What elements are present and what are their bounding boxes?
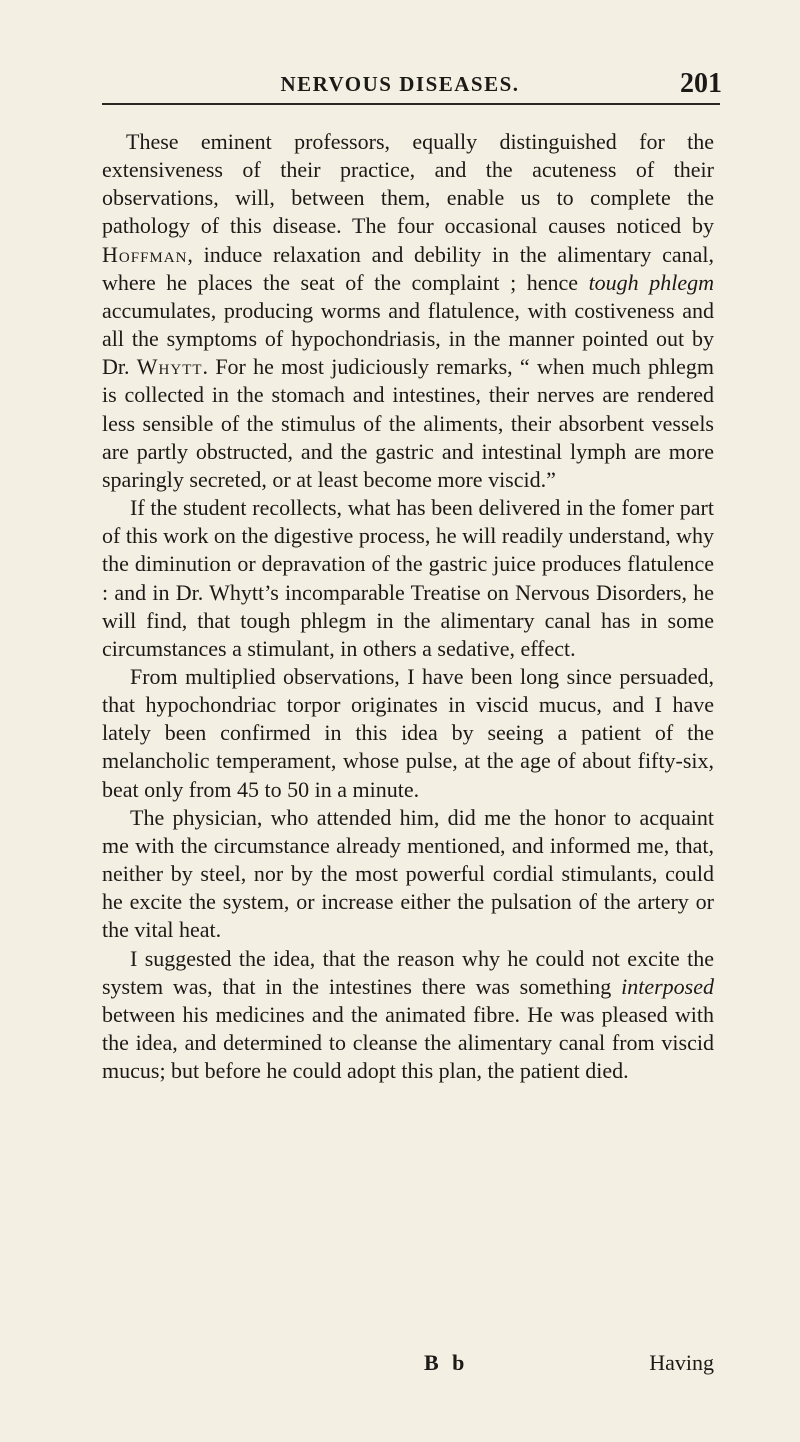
name-hoffman: Hoffman (102, 241, 188, 267)
signature-mark: B b (424, 1350, 469, 1375)
page-footer (102, 1350, 714, 1380)
italic-tough-phlegm: tough phlegm (588, 269, 714, 295)
paragraph-5 (102, 945, 714, 1086)
paragraph-1 (102, 128, 714, 494)
p1-text-b: , induce relaxation and debility in the alimentary canal, where he places the seat of the complaint ; hence (102, 241, 714, 295)
p5-text-b: between his medicines and the animated fibre. He was pleased with the idea, and determined to cleanse the alimentary canal from viscid mucus; but before he could adopt this plan, the patient died. (102, 1001, 714, 1084)
name-whytt: Whytt (136, 354, 203, 380)
p1-text-d: . For he most judiciously remarks, “ when much phlegm is collected in the stomach and intestines, their nerves are rendered less sensible of the stimulus of the aliments, their absorbent vessels are partly obstructed, and the gastric and intestinal lymph are more sparingly secreted, or at least become more viscid.” (102, 354, 715, 492)
p5-text-a: I suggested the idea, that the reason why he could not excite the system was, that in the intestines there was something (102, 945, 714, 999)
italic-interposed: interposed (621, 973, 714, 999)
paragraph-4: The physician, who attended him, did me the honor to acquaint me with the circumstance already mentioned, and informed me, that, neither by steel, nor by the most powerful cordial stimulants, could he excite the system, or increase either the pulsation of the artery or the vital heat. (102, 804, 714, 943)
p1-text-c: accumulates, producing worms and flatulence, with costiveness and all the symptoms of hypochondriasis, in the manner pointed out by Dr. (102, 297, 714, 380)
paragraph-3: From multiplied observations, I have been long since persuaded, that hypochondriac torpor originates in viscid mucus, and I have lately been confirmed in this idea by seeing a patient of the melancholic temperament, whose pulse, at the age of about fifty-six, beat only from 45 to 50 in a minute. (102, 663, 714, 802)
page-header (0, 68, 800, 104)
header-rule (102, 103, 720, 105)
catchword: Having (649, 1350, 714, 1375)
body-text (102, 128, 714, 1085)
running-title: NERVOUS DISEASES. (280, 72, 520, 96)
p1-text-a: These eminent professors, equally distinguished for the extensiveness of their practice, and the acuteness of their observations, will, between them, enable us to complete the pathology of this disease. The four occasional causes noticed by (102, 129, 714, 239)
paragraph-2: If the student recollects, what has been delivered in the fomer part of this work on the digestive process, he will readily understand, why the diminution or depravation of the gastric juice produces flatulence : and in Dr. Whytt’s incomparable Treatise on Nervous Disorders, he will find, that tough phlegm in the alimentary canal has in some circumstances a stimulant, in others a sedative, effect. (102, 495, 714, 661)
page-number: 201 (680, 68, 722, 99)
